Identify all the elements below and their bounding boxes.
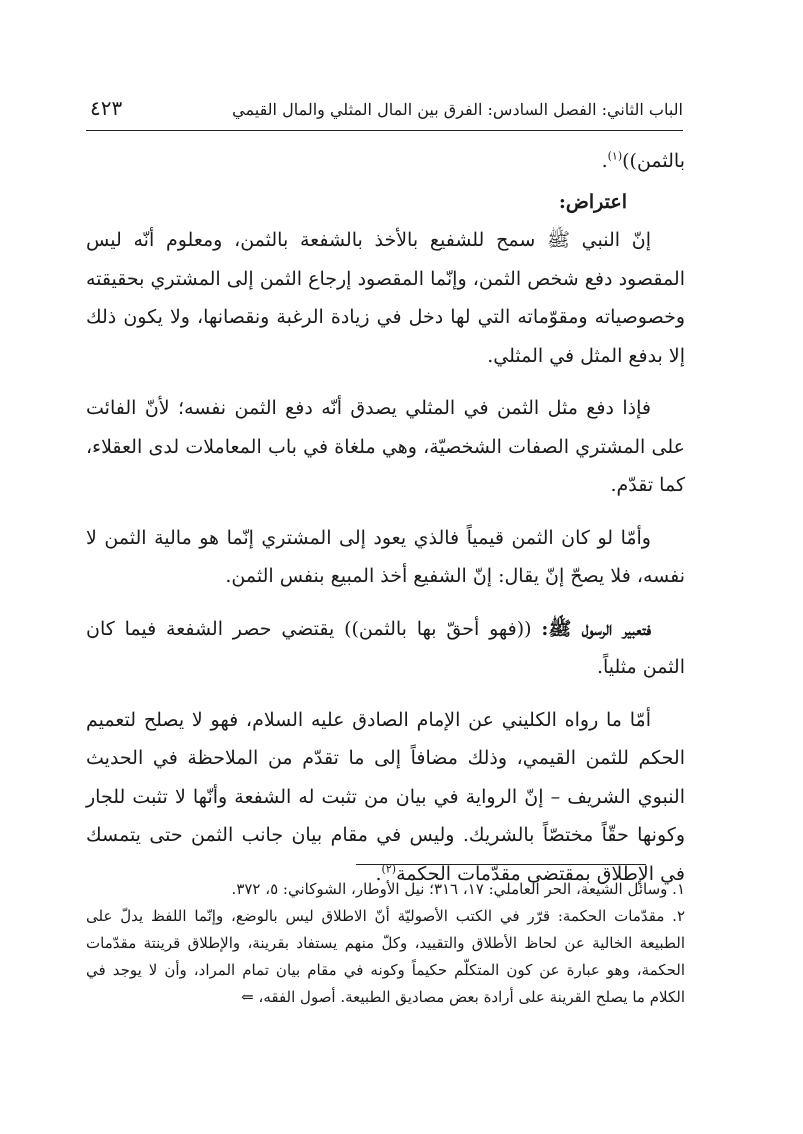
paragraph-5: أمّا ما رواه الكليني عن الإمام الصادق عليه السلام، فهو لا يصلح لتعميم الحكم للثمن القيمي، وذلك مضافاً إلى ما تقدّم من الملاحظة في الحديث النبوي الشريف – إنّ الرواية في بيان من تثبت له الشفعة وأنّها لا تثبت للجار وكونها حقّاً مختصّاً بالشريك. وليس في مقام بيان جانب الثمن حتى يتمسك في الإطلاق بمقتضى مقدّمات الحكمة$^{(٢)}$. xyxy=(86,708,685,885)
main-text xyxy=(86,142,685,893)
paragraph-1: إنّ النبي ﷺ سمح للشفيع بالأخذ بالشفعة بالثمن، ومعلوم أنّه ليس المقصود دفع شخص الثمن، وإنّما المقصود إرجاع الثمن إلى المشتري بحقيقته وخصوصياته ومقوّماته التي لها دخل في زيادة الرغبة ونقصانها، ولا يكون ذلك إلا بدفع المثل في المثلي. xyxy=(86,229,685,367)
continuation-line: بالثمن))$^{(١)}$. xyxy=(601,149,685,172)
running-header xyxy=(86,96,683,131)
bold-lead: فتعبير الرسول ﷺ: xyxy=(541,617,651,640)
section-heading: اعتراض: xyxy=(558,190,627,213)
footnote-2: ٢. مقدّمات الحكمة: قرّر في الكتب الأصوليّة أنّ الاطلاق ليس بالوضع، وإنّما اللفظ يدلّ على الطبيعة الخالية عن لحاظ الأطلاق والتقييد، وكلّ منهم يستفاد بقرينة، والإطلاق قرينتة مقدّمات الحكمة، وهو عبارة عن كون المتكلّم حكيماً وكونه في مقام بيان تمام المراد، وأن لا يوجد في الكلام ما يصلح القرينة على أرادة بعض مصاديق الطبيعة. أصول الفقه، ⇐ xyxy=(86,907,685,1006)
footnote-separator xyxy=(356,864,646,865)
footnote-1: ١. وسائل الشيعة، الحر العاملي: ١٧، ٣١٦؛ نيل الأوطار، الشوكاني: ٥، ٣٧٢. xyxy=(231,880,685,898)
footnote-ref-2[interactable]: (٢) xyxy=(381,862,397,876)
page-number: ٤٢٣ xyxy=(90,96,123,120)
footnotes xyxy=(86,876,685,1011)
paragraph-4: فتعبير الرسول ﷺ: ((فهو أحقّ بها بالثمن)) يقتضي حصر الشفعة فيما كان الثمن مثلياً. xyxy=(86,617,685,678)
footnote-ref-1[interactable]: (١) xyxy=(607,149,623,163)
paragraph-3: وأمّا لو كان الثمن قيمياً فالذي يعود إلى المشتري إنّما هو مالية الثمن لا نفسه، فلا يصحّ إنّ يقال: إنّ الشفيع أخذ المبيع بنفس الثمن. xyxy=(86,526,685,587)
paragraph-2: فإذا دفع مثل الثمن في المثلي يصدق أنّه دفع الثمن نفسه؛ لأنّ الفائت على المشتري الصفات الشخصيّة، وهي ملغاة في باب المعاملات لدى العقلاء، كما تقدّم. xyxy=(86,397,685,496)
running-title: الباب الثاني: الفصل السادس: الفرق بين المال المثلي والمال القيمي xyxy=(232,100,683,119)
